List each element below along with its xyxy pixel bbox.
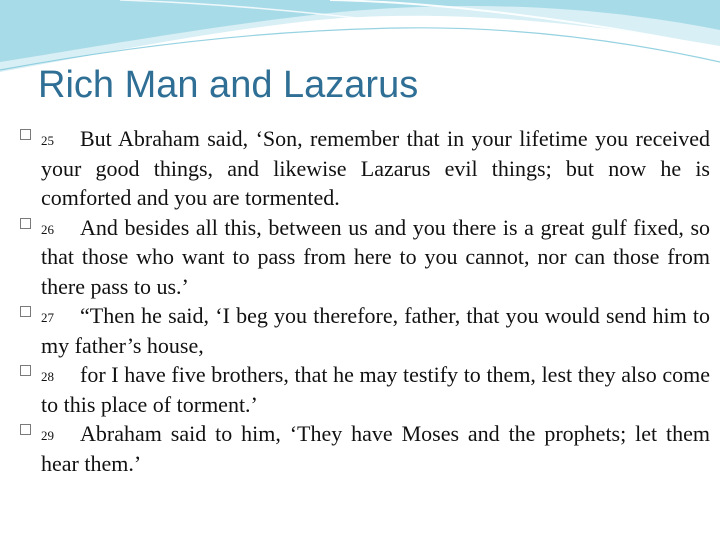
verse-number: 28: [41, 369, 54, 384]
verse-text: And besides all this, between us and you there is a great gulf fixed, so that those who want to pass from here to you cannot, nor can those from there pass to us.’: [41, 214, 710, 299]
verse-item: [20, 360, 710, 419]
slide-title: Rich Man and Lazarus: [38, 64, 419, 106]
verse-number: 29: [41, 428, 54, 443]
verse-item: [20, 124, 710, 213]
square-bullet-icon: [20, 129, 31, 140]
scripture-list: [20, 124, 710, 478]
verse-number: 27: [41, 310, 54, 325]
verse-item: [20, 419, 710, 478]
verse-text: But Abraham said, ‘Son, remember that in your lifetime you received your good things, and likewise Lazarus evil things; but now he is comforted and you are tormented.: [41, 126, 710, 210]
square-bullet-icon: [20, 365, 31, 376]
verse-number: 26: [41, 221, 54, 237]
verse-item: [20, 301, 710, 360]
square-bullet-icon: [20, 424, 31, 435]
verse-number: 25: [41, 133, 54, 148]
verse-text: “Then he said, ‘I beg you therefore, father, that you would send him to my father’s house,: [41, 303, 710, 358]
square-bullet-icon: [20, 306, 31, 317]
verse-item: [20, 213, 710, 302]
verse-text: Abraham said to him, ‘They have Moses and the prophets; let them hear them.’: [41, 421, 710, 476]
verse-text: for I have five brothers, that he may testify to them, lest they also come to this place of torment.’: [41, 362, 710, 417]
square-bullet-icon: [20, 218, 31, 229]
